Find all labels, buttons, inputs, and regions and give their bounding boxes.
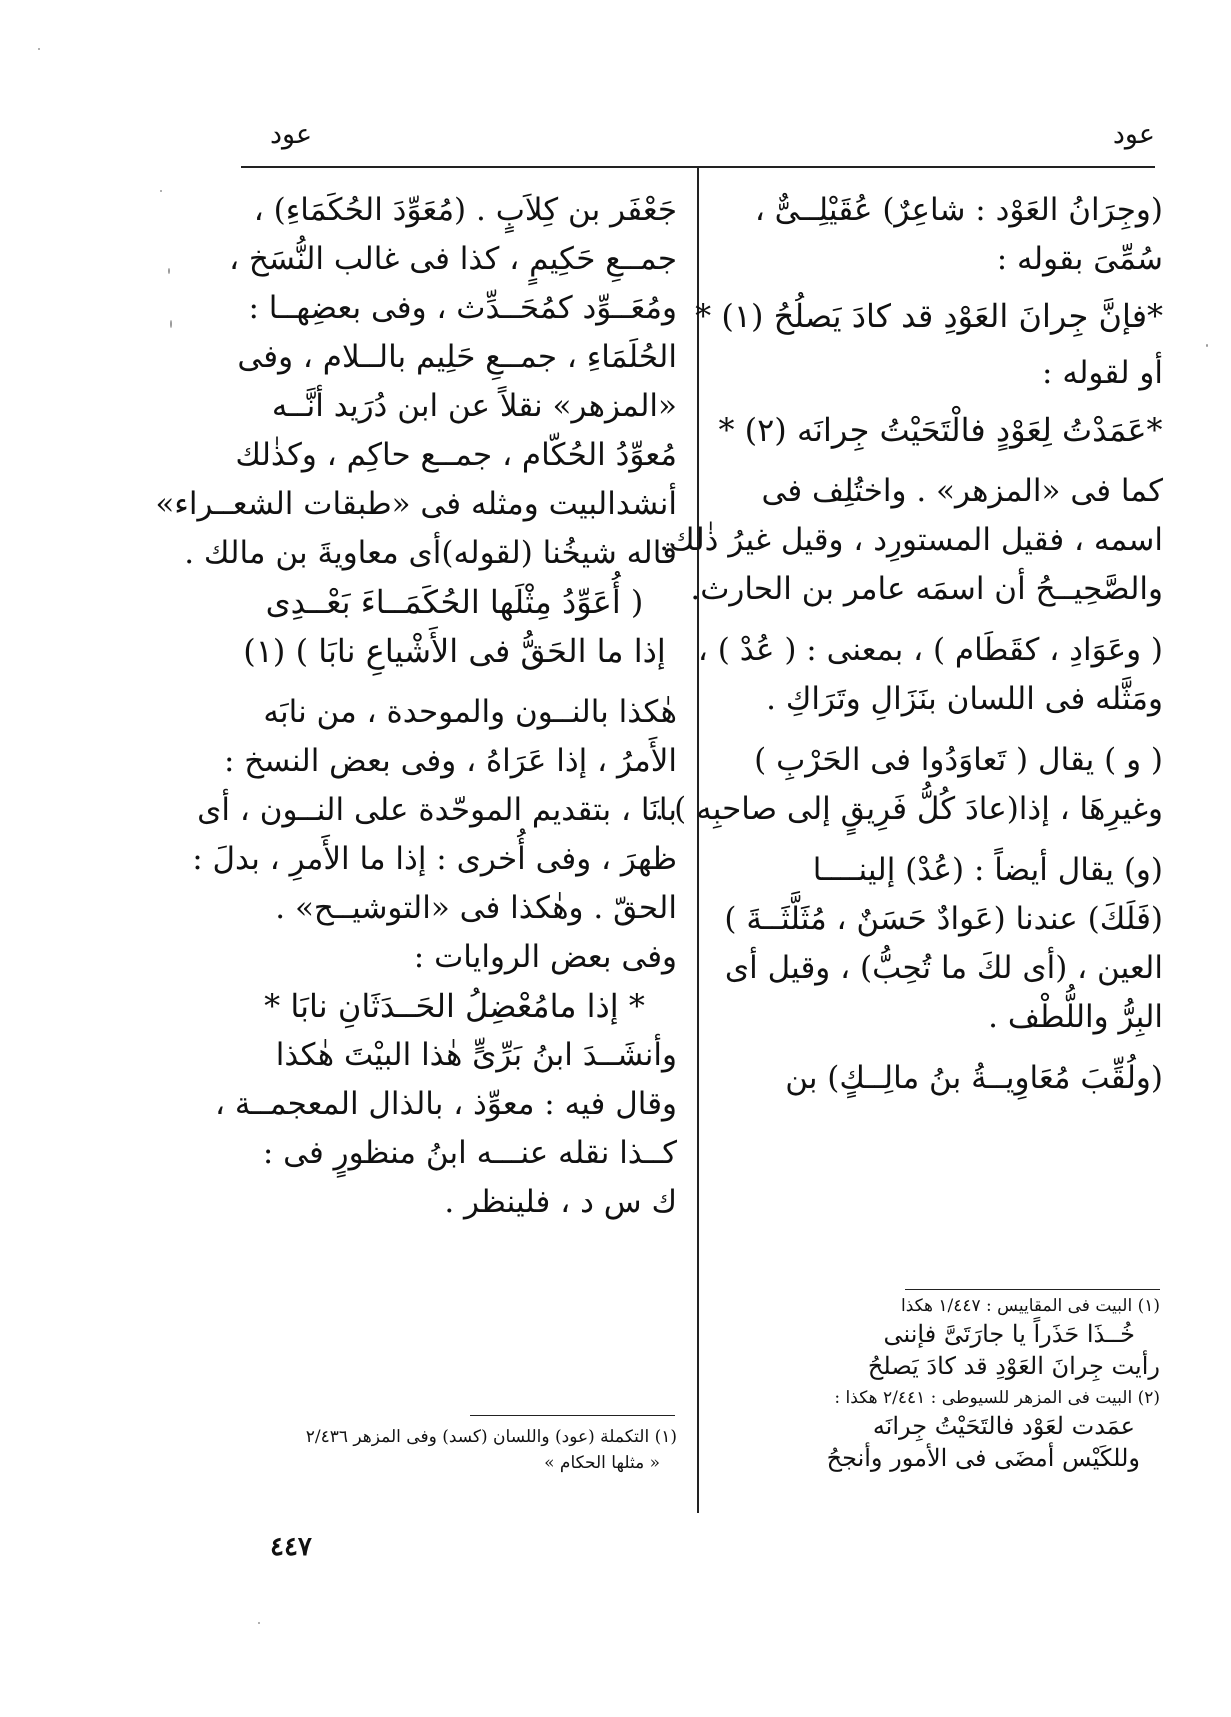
text-line: بانَا ، بتقديم الموحّدة على النــون ، أى <box>197 792 677 828</box>
text-line: (و) يقال أيضاً : (عُدْ) إلينــــا <box>812 852 1163 888</box>
footnote-label: (١) التكملة (عود) واللسان (كسد) وفى المزهر ٢/٤٣٦ <box>305 1427 677 1447</box>
text-line: وقال فيه : معوِّذ ، بالذال المعجمــة ، <box>215 1086 677 1122</box>
left-column <box>155 186 677 1227</box>
text-line: قاله شيخُنا (لقوله)أى معاويةَ بن مالك . <box>184 535 677 571</box>
text-line: كــذا نقله عنـــه ابنُ منظورٍ فى : <box>262 1135 677 1171</box>
verse-line: *عَمَدْتُ لِعَوْدٍ فالْتَحَيْتُ جِرانَه (٢) * <box>718 411 1163 449</box>
text-line: (وجِرَانُ العَوْد : شاعِرٌ) عُقَيْلِــىٌّ ، <box>754 192 1163 228</box>
text-line: وفى بعض الروايات : <box>413 939 677 975</box>
footnote-verse: خُــذَا حَذَراً يا جارَتَىَّ فإننى <box>883 1320 1135 1348</box>
scan-speck <box>168 268 170 274</box>
text-line: جَعْفَر بن كِلاَبٍ . (مُعَوِّدَ الحُكَمَاءِ) ، <box>253 192 677 228</box>
footnote-verse: رأيت جِرانَ العَوْدِ قد كادَ يَصلحُ <box>867 1352 1160 1380</box>
text-line: ( و ) يقال ( تَعاوَدُوا فى الحَرْبِ ) <box>754 742 1163 778</box>
text-line: مُعوِّدُ الحُكّام ، جمــع حاكِم ، وكذٰلك <box>235 437 677 473</box>
running-header-left: عود <box>270 119 313 150</box>
text-line: الحقّ . وهٰكذا فى «التوشيــح» . <box>275 890 677 926</box>
column-divider <box>697 168 699 1513</box>
text-line: الحُلَمَاءِ ، جمــعِ حَلِيم بالــلام ، وفى <box>237 339 677 375</box>
text-line: اسمه ، فقيل المستورِد ، وقيل غيرُ ذٰلك. <box>659 522 1163 558</box>
text-line: ( وعَوَادِ ، كقَطَام ) ، بمعنى : ( عُدْ ) ، <box>697 632 1163 668</box>
footnote-label: « مثلها الحكام » <box>544 1453 660 1473</box>
scan-speck <box>1206 344 1208 347</box>
verse-line: *فإنَّ جِرانَ العَوْدِ قد كادَ يَصلُحُ (١) * <box>695 297 1163 335</box>
verse-line: ( أُعَوِّدُ مِثْلَها الحُكَمَــاءَ بَعْــدِى <box>265 583 644 621</box>
text-line: البِرُّ واللُّطْف . <box>988 999 1163 1035</box>
text-line: (فَلَكَ) عندنا (عَوادٌ حَسَنٌ ، مُثَلَّثَــةَ ) <box>724 901 1163 937</box>
right-column <box>654 186 1163 1103</box>
text-line: «المزهر» نقلاً عن ابن دُرَيد أنَّــه <box>271 388 677 424</box>
footnote-label: (١) البيت فى المقاييس : ١/٤٤٧ هكذا <box>900 1296 1160 1316</box>
text-line: وغيرِهَا ، إذا(عادَ كُلُّ فَرِيقٍ إلى صاحبِه ) . <box>654 791 1163 827</box>
text-line: ومُعَــوِّد كمُحَــدِّث ، وفى بعضِهــا : <box>248 290 677 326</box>
verse-line: إذا ما الحَقُّ فى الأَشْياعِ نابَا ) (١) <box>243 632 666 670</box>
text-line: جمــعِ حَكِيمٍ ، كذا فى غالب النُّسَخ ، <box>229 241 677 277</box>
text-line: (ولُقِّبَ مُعَاوِيــةُ بنُ مالِــكٍ) بن <box>785 1060 1163 1096</box>
verse-line: * إذا مامُعْضِلُ الحَــدَثَانِ نابَا * <box>264 987 645 1025</box>
text-line: ك س د ، فلينظر . <box>444 1184 677 1220</box>
text-line: أو لقوله : <box>1042 355 1163 391</box>
scan-speck <box>258 1622 260 1624</box>
text-line: والصَّحِيــحُ أن اسمَه عامر بن الحارث. <box>690 571 1163 607</box>
text-line: ظهرَ ، وفى أُخرى : إذا ما الأَمرِ ، بدلَ : <box>192 841 677 877</box>
text-line: أنشدالبيت ومثله فى «طبقات الشعــراء» <box>155 486 677 522</box>
text-line: وأنشَــدَ ابنُ بَرِّىٍّ هٰذا البيْتَ هٰكذا <box>275 1037 677 1073</box>
footnote-verse: وللكَيْس أمضَى فى الأمور وأنجحُ <box>826 1444 1140 1472</box>
scan-speck <box>170 320 172 328</box>
text-line: ومَثَّله فى اللسان بنَزَالِ وتَرَاكِ . <box>766 681 1163 717</box>
footnote-verse: عمَدت لعَوْد فالتَحَيْتُ جِرانَه <box>872 1412 1135 1440</box>
scan-speck <box>160 190 162 192</box>
footnote-label: (٢) البيت فى المزهر للسيوطى : ٢/٤٤١ هكذا : <box>834 1388 1160 1408</box>
footnote-rule <box>905 1289 1160 1290</box>
text-line: كما فى «المزهر» . واختُلِف فى <box>761 473 1163 509</box>
text-line: هٰكذا بالنــون والموحدة ، من نابَه <box>263 694 677 730</box>
text-line: العين ، (أى لكَ ما تُحِبُّ) ، وقيل أى <box>724 950 1163 986</box>
running-header-right: عود <box>1112 119 1155 150</box>
text-line: سُمِّىَ بقوله : <box>996 241 1163 277</box>
page-number: ٤٤٧ <box>270 1532 312 1562</box>
scan-speck <box>38 48 40 50</box>
text-line: الأَمرُ ، إذا عَرَاهُ ، وفى بعض النسخ : <box>223 743 677 779</box>
footnote-rule <box>470 1415 675 1416</box>
